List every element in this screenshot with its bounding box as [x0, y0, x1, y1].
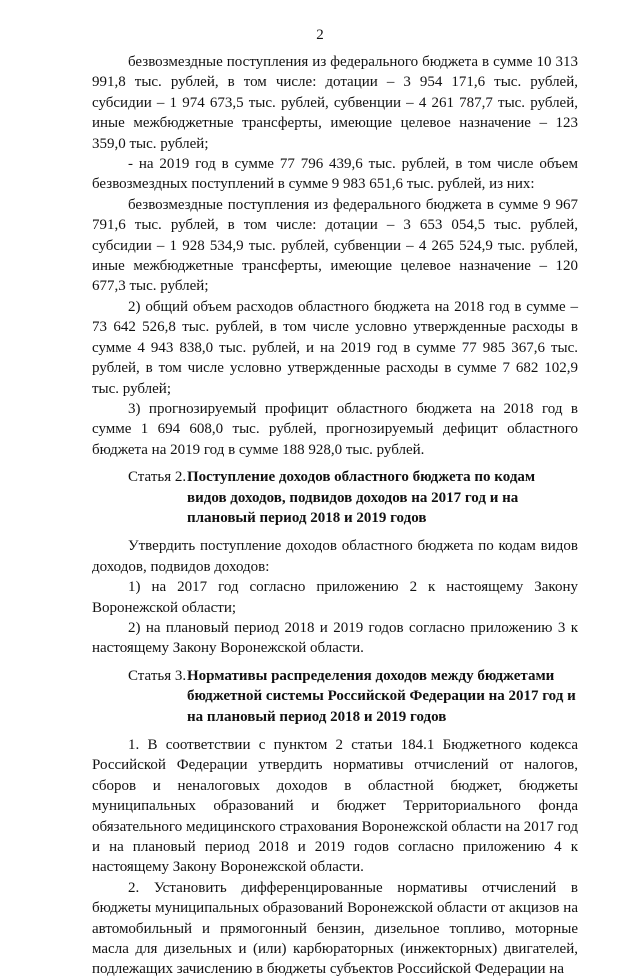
article-3-title: Нормативы распределения доходов между бюджетами бюджетной системы Российской Федерации на 2017 год и на плановый период 2018 и 2019 годов [187, 667, 576, 725]
page-number: 2 [316, 27, 324, 43]
paragraph-expenses-total: 2) общий объем расходов областного бюджета на 2018 год в сумме – 73 642 526,8 тыс. рублей, в том числе условно утвержденные расходы в сумме 4 943 838,0 тыс. рублей, и на 2019 год в сумме 77 985 367,6 тыс. рублей, в том числе условно утвержденные расходы в сумме 7 682 102,9 тыс. рублей; [92, 298, 578, 397]
article-2-label: Статья 2. [128, 469, 187, 486]
paragraph-article-2-intro: Утвердить поступление доходов областного бюджета по кодам видов доходов, подвидов доходов: [92, 538, 578, 575]
paragraph-article-2-item-1: 1) на 2017 год согласно приложению 2 к настоящему Закону Воронежской области; [92, 579, 578, 616]
paragraph-article-2-item-2: 2) на плановый период 2018 и 2019 годов согласно приложению 3 к настоящему Закону Воронежской области. [92, 619, 578, 657]
paragraph-article-3-item-2: 2. Установить дифференцированные нормативы отчислений в бюджеты муниципальных образований Воронежской области от акцизов на автомобильный и прямогонный бензин, дизельное топливо, моторные масла для дизельных и (или) карбюраторных (инжекторных) двигателей, подлежащих зачислению в бюджеты субъектов Российской Федерации на [92, 879, 578, 978]
paragraph-federal-receipts-2019: безвозмездные поступления из федерального бюджета в сумме 9 967 791,6 тыс. рублей, в том числе: дотации – 3 653 054,5 тыс. рублей, субсидии – 1 928 534,9 тыс. рублей, субвенции – 4 265 524,9 тыс. рублей, иные межбюджетные трансферты, имеющие целевое назначение – 120 677,3 тыс. рублей; [92, 196, 578, 295]
article-2-heading [92, 467, 578, 528]
paragraph-income-2019: - на 2019 год в сумме 77 796 439,6 тыс. рублей, в том числе объем безвозмездных поступлений в сумме 9 983 651,6 тыс. рублей, из них: [92, 156, 578, 193]
article-2-title: Поступление доходов областного бюджета по кодам видов доходов, подвидов доходов на 2017 год и на плановый период 2018 и 2019 годов [187, 469, 536, 526]
paragraph-federal-receipts-2018: безвозмездные поступления из федерального бюджета в сумме 10 313 991,8 тыс. рублей, в том числе: дотации – 3 954 171,6 тыс. рублей, субсидии – 1 974 673,5 тыс. рублей, субвенции – 4 261 787,7 тыс. рублей, иные межбюджетные трансферты, имеющие целевое назначение – 123 359,0 тыс. рублей; [92, 54, 578, 152]
paragraph-surplus-deficit: 3) прогнозируемый профицит областного бюджета на 2018 год в сумме 1 694 608,0 тыс. рублей, прогнозируемый дефицит областного бюджета на 2019 год в сумме 188 928,0 тыс. рублей. [92, 400, 578, 458]
article-3-label: Статья 3. [128, 667, 187, 684]
paragraph-article-3-item-1: 1. В соответствии с пунктом 2 статьи 184.1 Бюджетного кодекса Российской Федерации утвердить нормативы отчислений от налогов, сборов и неналоговых доходов в областной бюджет, бюджеты муниципальных образований и бюджет Территориального фонда обязательного медицинского страхования Воронежской области на 2017 год и на плановый период 2018 и 2019 годов согласно приложению 4 к настоящему Закону Воронежской области. [92, 737, 578, 876]
document-body [92, 52, 578, 980]
article-3-heading [92, 666, 578, 727]
